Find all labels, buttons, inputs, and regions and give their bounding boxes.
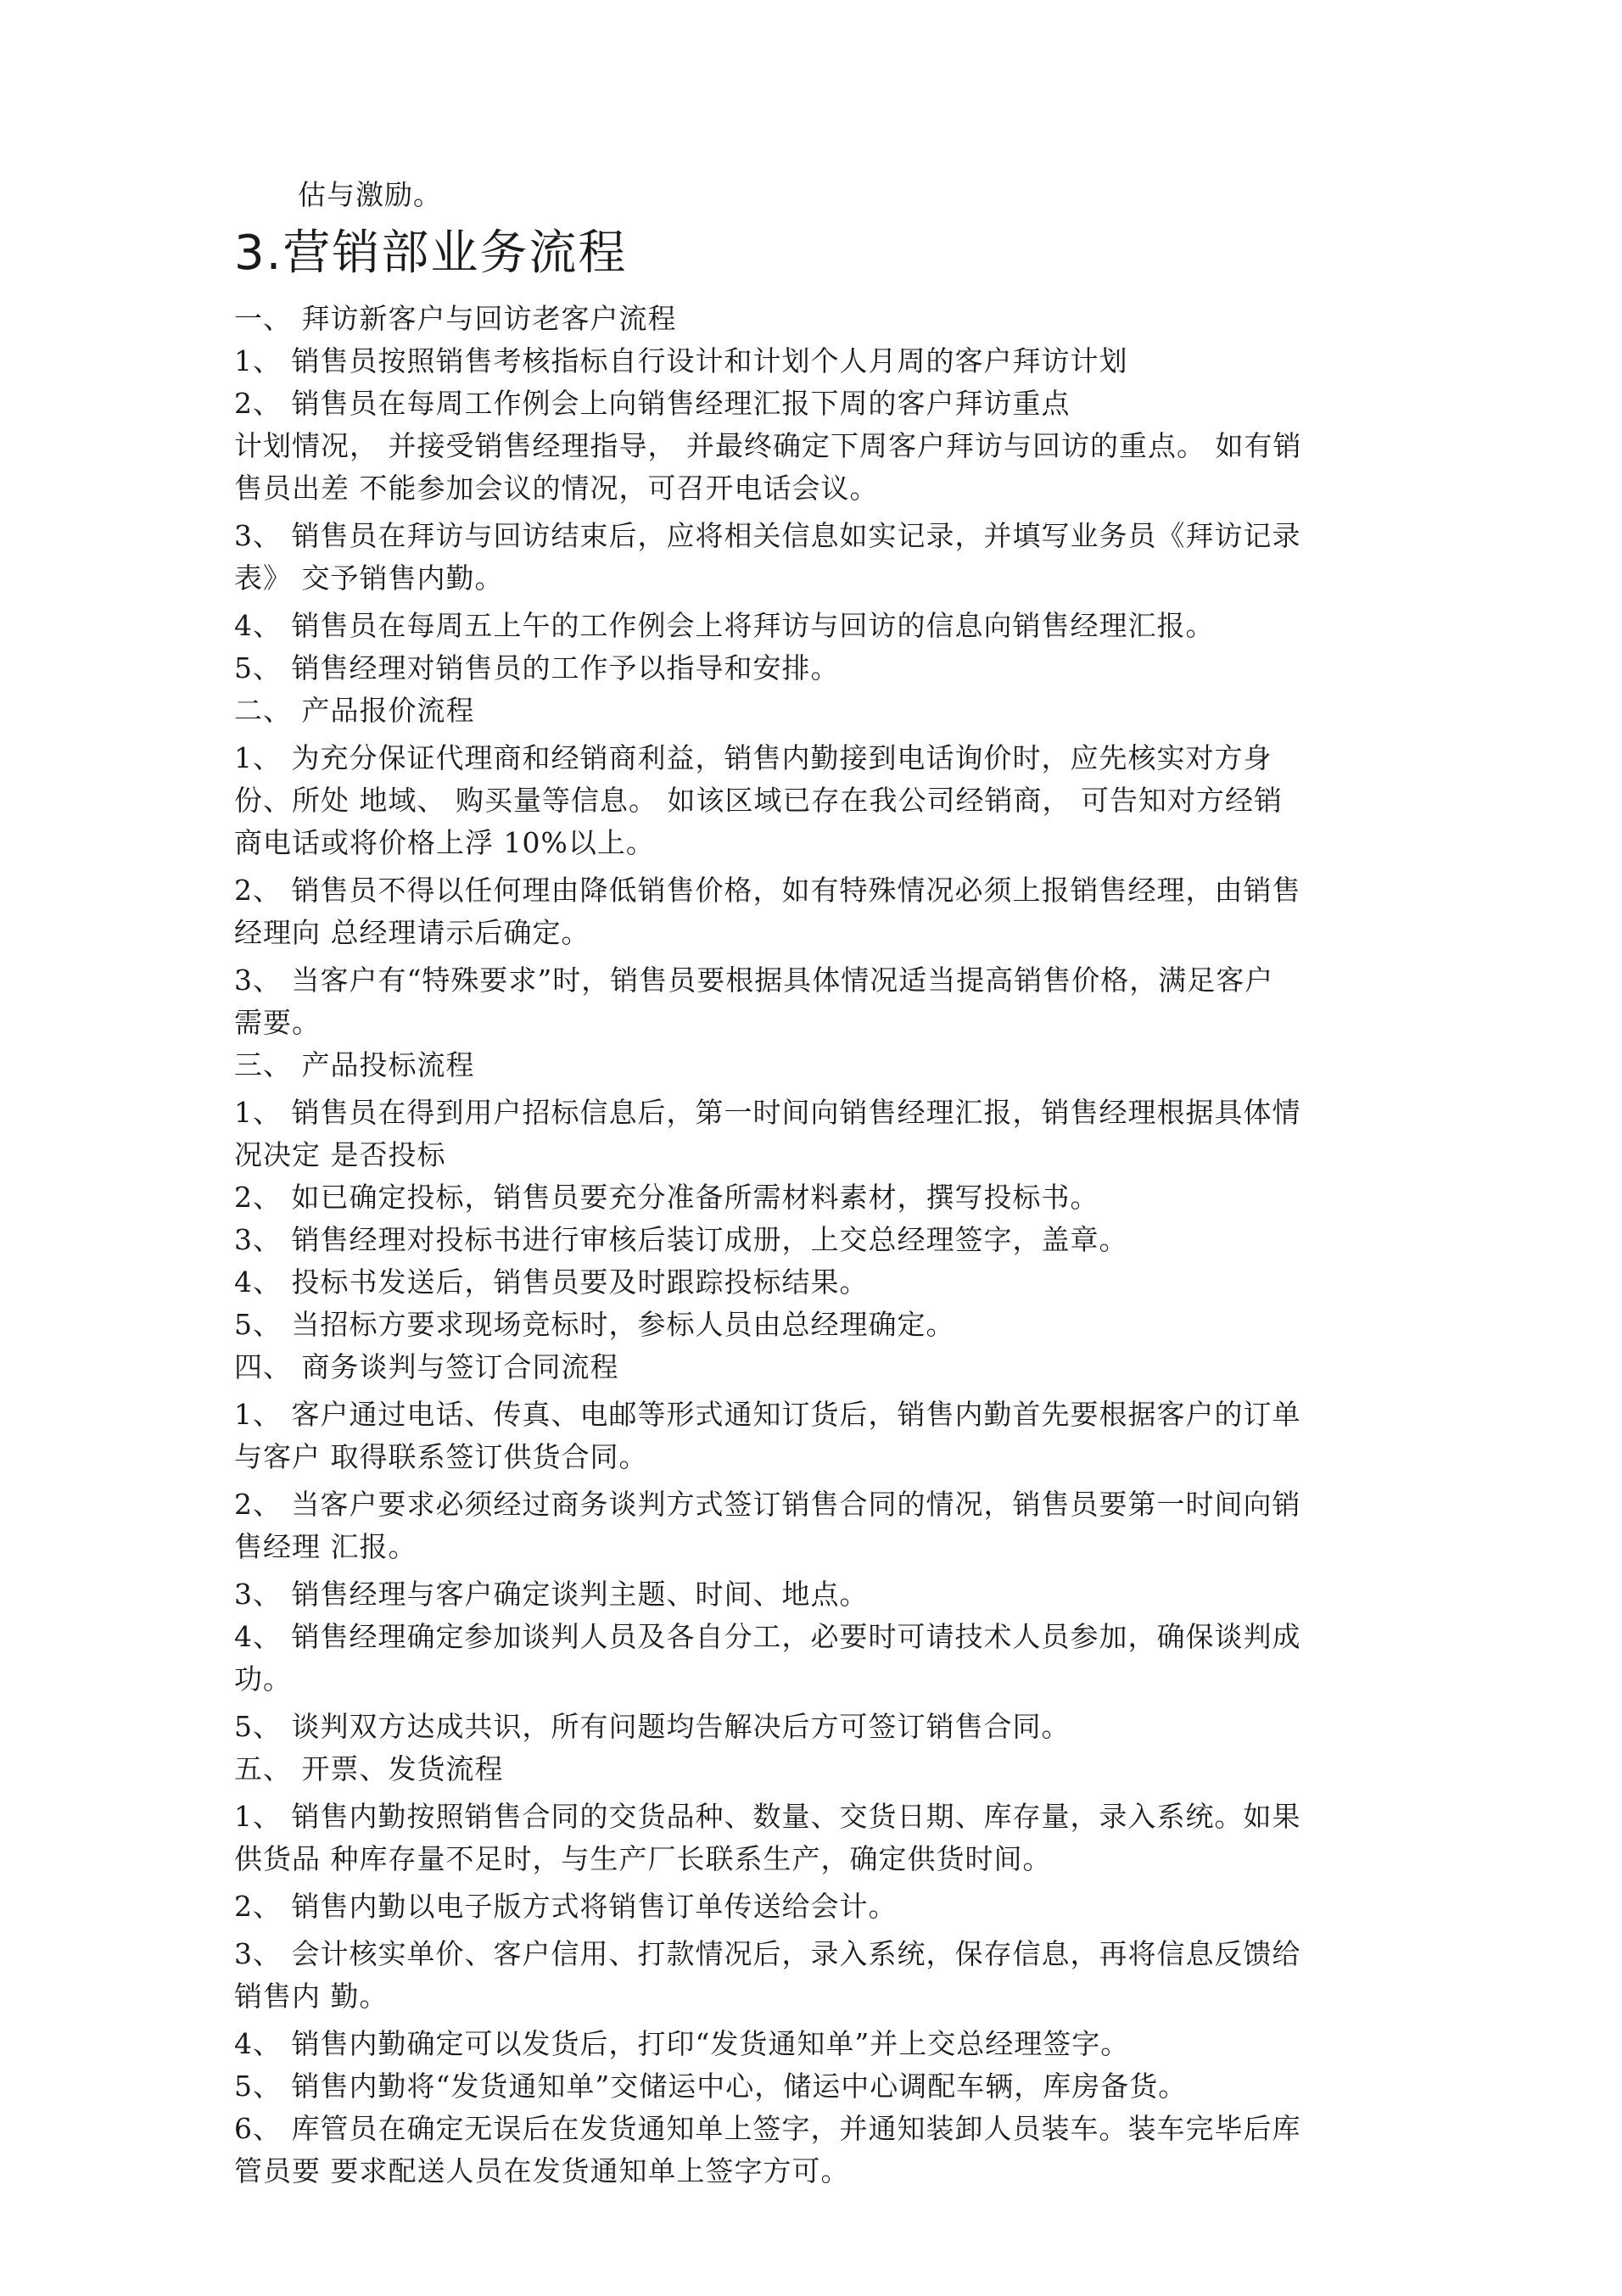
paragraph-line: 销售内 勤。	[234, 1980, 389, 2013]
paragraph-line: 3、 当客户有“特殊要求”时，销售员要根据具体情况适当提高销售价格，满足客户	[234, 964, 1274, 997]
section-negotiation-process	[234, 1346, 1388, 1748]
paragraph-line: 6、 库管员在确定无误后在发货通知单上签字，并通知装卸人员装车。装车完毕后库	[234, 2112, 1301, 2145]
paragraph-line: 4、 销售经理确定参加谈判人员及各自分工，必要时可请技术人员参加，确保谈判成	[234, 1620, 1301, 1653]
paragraph-line: 3、 销售经理对投标书进行审核后装订成册，上交总经理签字，盖章。	[234, 1223, 1128, 1256]
section-heading: 一、 拜访新客户与回访老客户流程	[234, 302, 677, 335]
paragraph-line: 售员出差 不能参加会议的情况，可召开电话会议。	[234, 472, 879, 505]
section-heading: 五、 开票、发货流程	[234, 1752, 504, 1785]
paragraph-line: 表》 交予销售内勤。	[234, 561, 504, 595]
paragraph-line: 2、 销售内勤以电子版方式将销售订单传送给会计。	[234, 1890, 898, 1923]
continuation-text: 估与激励。	[298, 178, 442, 211]
paragraph-line: 供货品 种库存量不足时，与生产厂长联系生产，确定供货时间。	[234, 1842, 1052, 1875]
section-quote-process	[234, 690, 1388, 1044]
paragraph-line: 5、 销售经理对销售员的工作予以指导和安排。	[234, 651, 840, 684]
paragraph-line: 份、所处 地域、 购买量等信息。 如该区域已存在我公司经销商， 可告知对方经销	[234, 784, 1283, 817]
paragraph-line: 管员要 要求配送人员在发货通知单上签字方可。	[234, 2154, 850, 2187]
paragraph-line: 售经理 汇报。	[234, 1530, 417, 1563]
paragraph-line: 1、 销售内勤按照销售合同的交货品种、数量、交货日期、库存量，录入系统。如果	[234, 1800, 1301, 1833]
paragraph-line: 3、 销售员在拜访与回访结束后，应将相关信息如实记录，并填写业务员《拜访记录	[234, 519, 1301, 552]
paragraph-line: 需要。	[234, 1006, 321, 1039]
paragraph-line: 3、 会计核实单价、客户信用、打款情况后，录入系统，保存信息，再将信息反馈给	[234, 1937, 1301, 1970]
section-visit-process	[234, 298, 1388, 690]
paragraph-line: 5、 销售内勤将“发货通知单”交储运中心，储运中心调配车辆，库房备货。	[234, 2070, 1188, 2103]
paragraph-line: 况决定 是否投标	[234, 1138, 446, 1171]
section-heading: 四、 商务谈判与签订合同流程	[234, 1350, 619, 1383]
paragraph-line: 1、 销售员在得到用户招标信息后，第一时间向销售经理汇报，销售经理根据具体情	[234, 1096, 1301, 1129]
paragraph-line: 4、 销售内勤确定可以发货后，打印“发货通知单”并上交总经理签字。	[234, 2027, 1130, 2060]
paragraph-line: 与客户 取得联系签订供货合同。	[234, 1440, 648, 1473]
paragraph-line: 1、 销售员按照销售考核指标自行设计和计划个人月周的客户拜访计划	[234, 344, 1128, 377]
paragraph-line: 计划情况， 并接受销售经理指导， 并最终确定下周客户拜访与回访的重点。 如有销	[234, 429, 1302, 462]
paragraph-line: 5、 当招标方要求现场竞标时，参标人员由总经理确定。	[234, 1308, 955, 1341]
section-invoice-shipping-process	[234, 1748, 1388, 2193]
paragraph-line: 1、 客户通过电话、传真、电邮等形式通知订货后，销售内勤首先要根据客户的订单	[234, 1398, 1301, 1431]
section-heading: 三、 产品投标流程	[234, 1048, 475, 1081]
paragraph-line: 商电话或将价格上浮 10%以上。	[234, 826, 655, 859]
paragraph-line: 1、 为充分保证代理商和经销商利益，销售内勤接到电话询价时，应先核实对方身	[234, 741, 1272, 774]
document-body	[234, 174, 1388, 2193]
paragraph-line: 2、 如已确定投标，销售员要充分准备所需材料素材，撰写投标书。	[234, 1181, 1099, 1214]
paragraph-line: 2、 销售员不得以任何理由降低销售价格，如有特殊情况必须上报销售经理，由销售	[234, 874, 1301, 907]
paragraph-line: 3、 销售经理与客户确定谈判主题、时间、地点。	[234, 1578, 869, 1611]
section-title: 3.营销部业务流程	[234, 226, 628, 281]
paragraph-line: 4、 投标书发送后，销售员要及时跟踪投标结果。	[234, 1265, 869, 1299]
paragraph-line: 4、 销售员在每周五上午的工作例会上将拜访与回访的信息向销售经理汇报。	[234, 609, 1215, 642]
paragraph-line: 功。	[234, 1662, 292, 1695]
section-bid-process	[234, 1044, 1388, 1346]
section-heading: 二、 产品报价流程	[234, 694, 475, 727]
paragraph-line: 2、 当客户要求必须经过商务谈判方式签订销售合同的情况，销售员要第一时间向销	[234, 1488, 1301, 1521]
paragraph-line: 2、 销售员在每周工作例会上向销售经理汇报下周的客户拜访重点	[234, 387, 1071, 420]
paragraph-line: 5、 谈判双方达成共识，所有问题均告解决后方可签订销售合同。	[234, 1710, 1071, 1743]
paragraph-line: 经理向 总经理请示后确定。	[234, 916, 590, 949]
